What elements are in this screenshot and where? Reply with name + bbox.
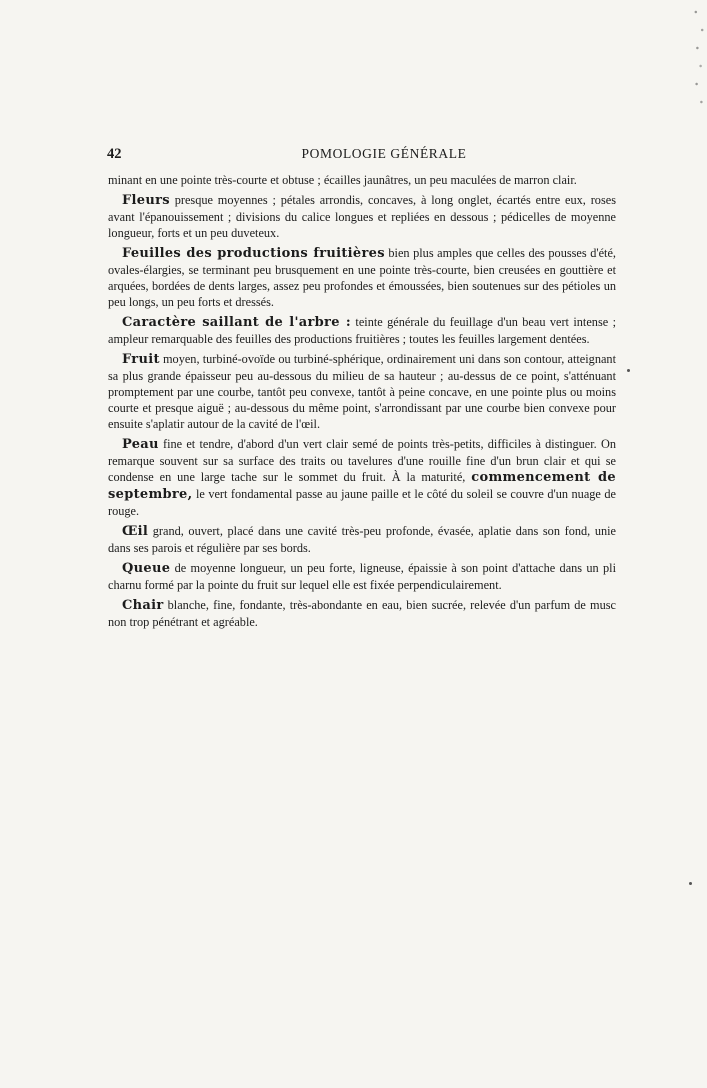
body-text (108, 172, 616, 634)
paragraph-queue (108, 560, 616, 593)
paragraph-text: blanche, fine, fondante, très-abondante en eau, bien sucrée, relevée d'un parfum de musc non trop pénétrant et agréable. (108, 598, 616, 629)
paragraph-keyword: Chair (122, 598, 164, 613)
paragraph-keyword: Fleurs (122, 193, 170, 208)
paragraph-text: presque moyennes ; pétales arrondis, concaves, à long onglet, écartés entre eux, roses avant l'épanouissement ; divisions du calice longues et repliées en dessous ; pédicelles de moyenne longueur, forts et un peu duveteux. (108, 193, 616, 240)
running-head (107, 146, 617, 166)
scan-edge-noise (691, 0, 707, 120)
paragraph-text-after: le vert fondamental passe au jaune paille et le côté du soleil se couvre d'un nuage de rouge. (108, 487, 616, 518)
paragraph-keyword: Fruit (122, 352, 160, 367)
running-title: POMOLOGIE GÉNÉRALE (301, 146, 467, 161)
paragraph-keyword: Caractère saillant de l'arbre : (122, 315, 352, 330)
paragraph-text: moyen, turbiné-ovoïde ou turbiné-sphérique, ordinairement uni dans son contour, atteignant sa plus grande épaisseur peu au-dessous du milieu de sa hauteur ; au-dessus de ce point, s'atténuant promptement par une courbe, tantôt peu convexe, tantôt à peine concave, en une pointe plus ou moins courte et presque aiguë ; au-dessous du même point, s'arrondissant par une courbe bien convexe pour ensuite s'aplatir autour de la cavité de l'œil. (108, 352, 616, 431)
paragraph-keyword: Feuilles des productions fruitières (122, 246, 385, 261)
scan-speck (627, 369, 630, 372)
paragraph-text: minant en une pointe très-courte et obtuse ; écailles jaunâtres, un peu maculées de marron clair. (108, 173, 577, 187)
paragraph-chair (108, 597, 616, 630)
paragraph-keyword: Œil (122, 524, 149, 539)
paragraph-fruit (108, 351, 616, 432)
paragraph-caractere (108, 314, 616, 347)
paragraph-feuilles (108, 245, 616, 310)
paragraph-keyword: Queue (122, 561, 171, 576)
paragraph-text: de moyenne longueur, un peu forte, ligneuse, épaissie à son point d'attache dans un pli charnu formé par la pointe du fruit sur lequel elle est fixée perpendiculairement. (108, 561, 616, 592)
paragraph-oeil (108, 523, 616, 556)
paragraph-text: fine et tendre, d'abord d'un vert clair semé de points très-petits, difficiles à distinguer. On remarque souvent sur sa surface des traits ou tavelures d'une rouille fine d'un brun clair et qui se condense en une large tache sur le sommet du fruit. À la maturité, (108, 437, 616, 484)
paragraph-inline-keyword: commencement de septembre, (108, 470, 616, 502)
page-number: 42 (107, 146, 122, 162)
paragraph-text: grand, ouvert, placé dans une cavité très-peu profonde, évasée, aplatie dans son fond, unie dans ses parois et régulière par ses bords. (108, 524, 616, 555)
paragraph-text: teinte générale du feuillage d'un beau vert intense ; ampleur remarquable des feuilles des productions fruitières ; toutes les feuilles largement dentées. (108, 315, 616, 346)
paragraph-peau (108, 436, 616, 519)
paragraph-text: bien plus amples que celles des pousses d'été, ovales-élargies, se terminant peu brusquement en une pointe très-courte, bien creusées en gouttière et arquées, bordées de dents larges, assez peu profondes et émoussées, bien soutenues sur des pétioles un peu longs, un peu forts et dressés. (108, 246, 616, 309)
paragraph-continuation (108, 172, 616, 188)
scan-speck (689, 882, 692, 885)
paragraph-keyword: Peau (122, 437, 159, 452)
paragraph-fleurs (108, 192, 616, 241)
